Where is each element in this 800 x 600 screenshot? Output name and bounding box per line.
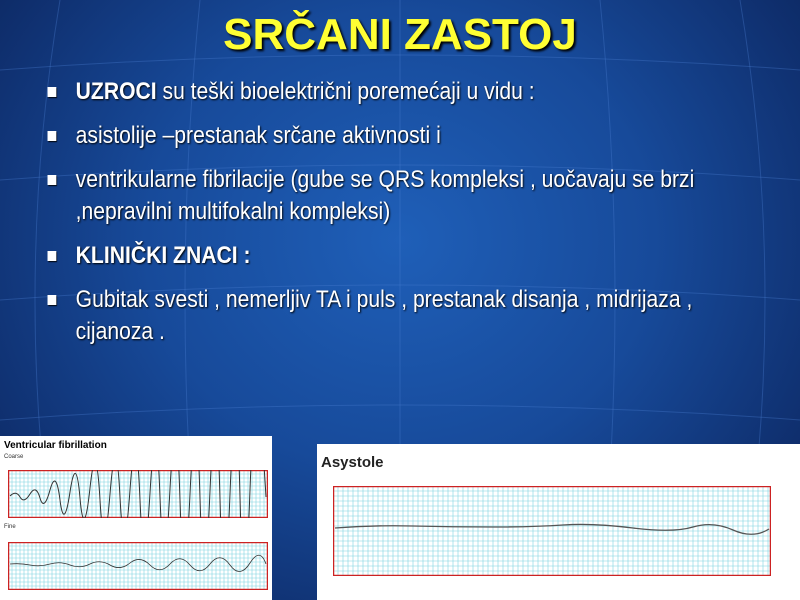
ecg-vf-label-top: Coarse — [4, 454, 24, 460]
square-bullet-icon — [48, 131, 57, 141]
ecg-asystole-strip — [333, 486, 771, 576]
bullet-list — [44, 76, 764, 360]
bullet-item — [44, 76, 797, 108]
square-bullet-icon — [48, 87, 57, 97]
bullet-text: asistolije –prestanak srčane aktivnosti i — [75, 122, 441, 149]
square-bullet-icon — [48, 251, 57, 261]
ecg-vf-panel — [0, 436, 272, 600]
bullet-item — [44, 120, 797, 152]
bullet-text: su teški bioelektrični poremećaji u vidu : — [156, 78, 535, 105]
bullet-item — [44, 164, 762, 228]
bullet-text: ventrikularne fibrilacije (gube se QRS kompleksi , uočavaju se brzi ,nepravilni multifokalni kompleksi) — [75, 166, 695, 225]
bullet-bold: KLINIČKI ZNACI : — [75, 242, 251, 269]
bullet-item — [44, 284, 744, 348]
square-bullet-icon — [48, 295, 57, 305]
slide-title: SRČANI ZASTOJ — [223, 10, 577, 59]
ecg-vf-strip-fine — [8, 542, 268, 590]
bullet-bold: UZROCI — [75, 78, 157, 105]
ecg-vf-strip-coarse — [8, 470, 268, 518]
bullet-item — [44, 240, 797, 272]
bullet-text: Gubitak svesti , nemerljiv TA i puls , prestanak disanja , midrijaza , cijanoza . — [75, 286, 693, 345]
ecg-asystole-title: Asystole — [321, 454, 384, 471]
ecg-vf-title: Ventricular fibrillation — [4, 440, 107, 451]
ecg-asystole-panel — [317, 444, 800, 600]
ecg-vf-label-bottom: Fine — [4, 524, 16, 530]
square-bullet-icon — [48, 175, 57, 185]
